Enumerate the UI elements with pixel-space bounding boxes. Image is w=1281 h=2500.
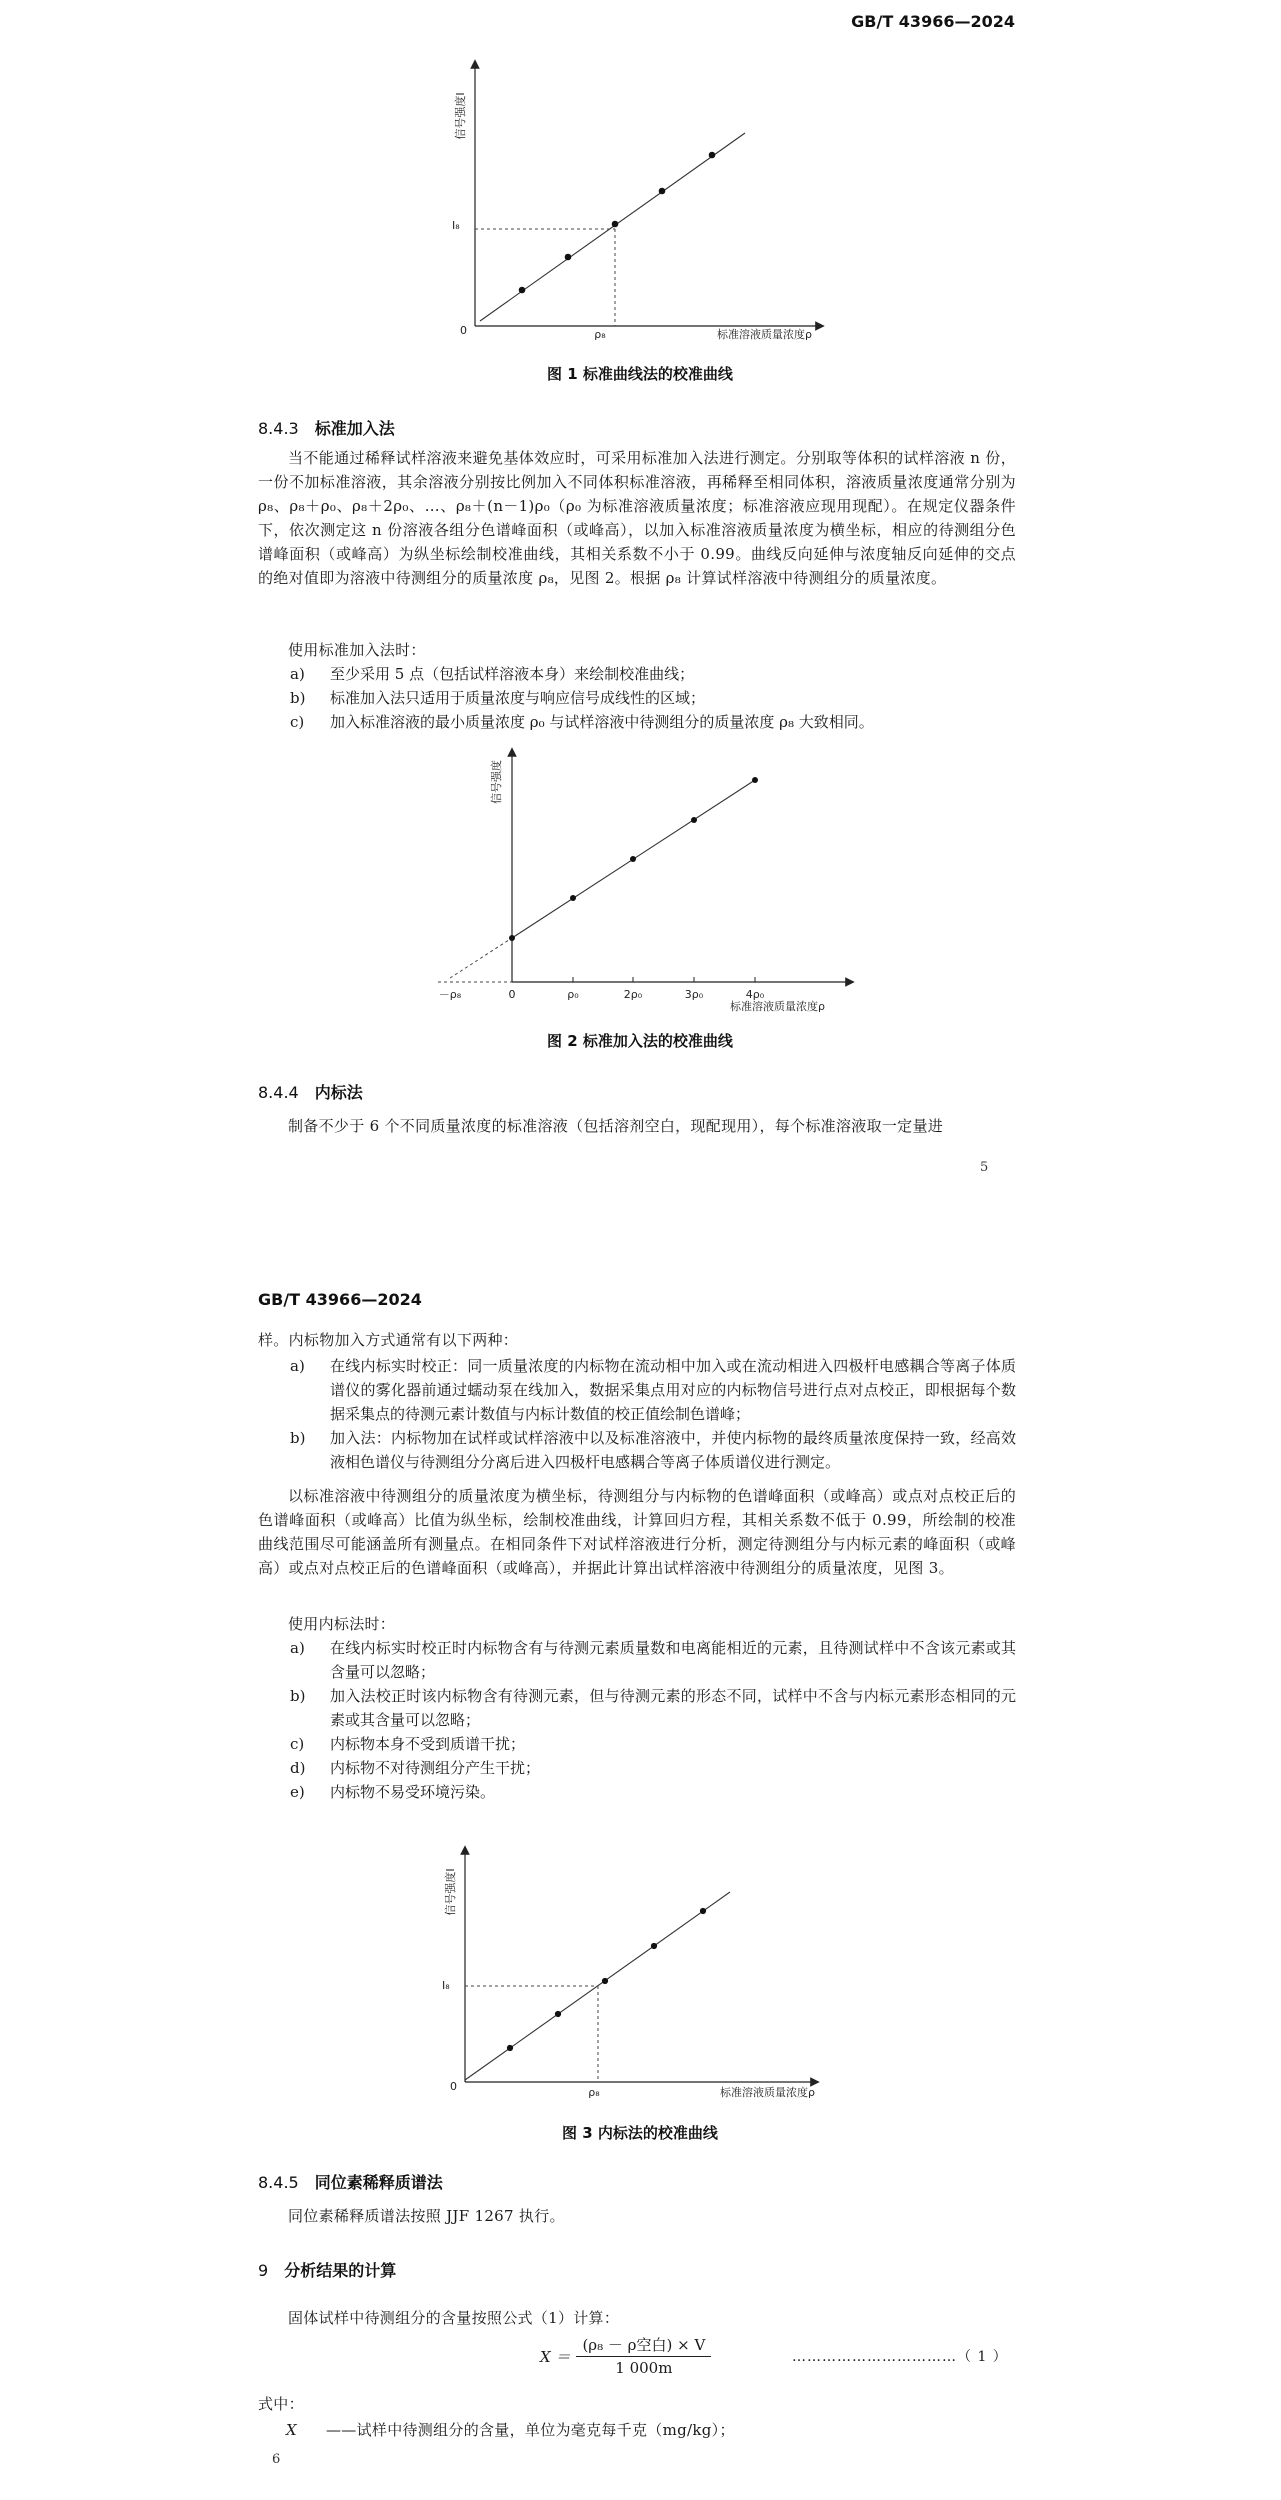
figure-1-caption: 图 1 标准曲线法的校准曲线 (547, 365, 733, 383)
paragraph-internal-standard: 以标准溶液中待测组分的质量浓度为横坐标，待测组分与内标物的色谱峰面积（或峰高）或点对点校正后的色谱峰面积（或峰高）比值为纵坐标，绘制校准曲线，计算回归方程，其相关系数不低于 0.99，所绘制的校准曲线范围尽可能涵盖所有测量点。在相同条件下对试样溶液进行分析，测定待测组分与内标元素的峰面积（或峰高）或点对点校正后的色谱峰面积（或峰高），并据此计算出试样溶液中待测组分的质量浓度，见图 3。 (258, 1487, 1016, 1577)
list-item: a) 在线内标实时校正：同一质量浓度的内标物在流动相中加入或在流动相进入四极杆电感耦合等离子体质谱仪的雾化器前通过蠕动泵在线加入，数据采集点用对应的内标物信号进行点对点校正，即根据每个数据采集点的待测元素计数值与内标计数值的校正值绘制色谱峰； (290, 1357, 1016, 1423)
variable-description: ——试样中待测组分的含量，单位为毫克每千克（mg/kg）； (326, 2421, 735, 2439)
data-point (651, 1943, 657, 1949)
list-item: a) 至少采用 5 点（包括试样溶液本身）来绘制校准曲线； (290, 665, 695, 683)
section-8-4-5-heading (258, 2170, 443, 2193)
x-axis-label: 标准溶液质量浓度ρ (717, 328, 812, 341)
list-item: b) 标准加入法只适用于质量浓度与响应信号成线性的区域； (290, 689, 706, 707)
section-number: 8.4.5 (258, 2173, 299, 2192)
x-axis-label: 标准溶液质量浓度ρ (720, 2086, 815, 2099)
continuation-text: 样。内标物加入方式通常有以下两种： (258, 1331, 519, 1349)
y-axis-label: 信号强度 (490, 760, 503, 804)
section-title: 标准加入法 (314, 419, 395, 438)
data-point (565, 254, 572, 261)
section-8-4-3-heading (258, 416, 395, 439)
variable-symbol: X (286, 2421, 297, 2439)
figure-3-chart (430, 1832, 830, 2112)
list-item: c) 加入标准溶液的最小质量浓度 ρ₀ 与试样溶液中待测组分的质量浓度 ρ₈ 大致相同。 (290, 713, 874, 731)
tick-label: ρ₀ (567, 988, 579, 1001)
page-header: GB/T 43966—2024 (258, 1290, 422, 1309)
data-point (700, 1908, 706, 1914)
tick-label: 3ρ₀ (684, 988, 704, 1001)
formula-denominator: 1 000m (615, 2359, 673, 2377)
page-number: 6 (272, 2452, 281, 2467)
i-label: I₈ (442, 1979, 450, 1992)
data-point (570, 895, 576, 901)
section-title: 分析结果的计算 (284, 2261, 397, 2280)
i-label: I₈ (452, 219, 460, 232)
data-point (691, 817, 697, 823)
origin-label: 0 (450, 2080, 457, 2093)
extrapolation (450, 938, 512, 978)
data-point (507, 2045, 513, 2051)
rho-label: ρ₈ (594, 328, 606, 341)
paragraph-8-4-3: 当不能通过稀释试样溶液来避免基体效应时，可采用标准加入法进行测定。分别取等体积的试样溶液 n 份，一份不加标准溶液，其余溶液分别按比例加入不同体积标准溶液，再稀释至相同体积，溶液质量浓度通常分别为 ρ₈、ρ₈＋ρ₀、ρ₈＋2ρ₀、…、ρ₈＋(n－1)ρ₀（ρ₀ 为标准溶液质量浓度；标准溶液应现用现配）。在规定仪器条件下，依次测定这 n 份溶液各组分色谱峰面积（或峰高），以加入标准溶液质量浓度为横坐标，相应的待测组分色谱峰面积（或峰高）为纵坐标绘制校准曲线，其相关系数不小于 0.99。曲线反向延伸与浓度轴反向延伸的交点的绝对值即为溶液中待测组分的质量浓度 ρ₈，见图 2。根据 ρ₈ 计算试样溶液中待测组分的质量浓度。 (258, 449, 1016, 587)
data-point (612, 221, 619, 228)
origin-label: 0 (508, 988, 516, 1001)
page-gap (0, 1218, 1281, 1250)
x-axis-label: 标准溶液质量浓度ρ (730, 1000, 825, 1013)
section-number: 8.4.4 (258, 1083, 299, 1102)
formula-numerator: (ρ₈ － ρ空白) × V (576, 2334, 711, 2357)
list-internal-requirements (290, 1636, 1016, 1804)
data-point (659, 188, 666, 195)
section-title: 内标法 (314, 1083, 363, 1102)
paragraph-9: 固体试样中待测组分的含量按照公式（1）计算： (288, 2309, 620, 2327)
figure-2-chart (420, 742, 870, 1022)
section-8-4-4-heading (258, 1080, 363, 1103)
figure-1-chart (440, 36, 840, 346)
formula-no: （ 1 ） (957, 2349, 1008, 2365)
rho-label: ρ₈ (588, 2086, 600, 2099)
page-number: 5 (980, 1160, 989, 1175)
tick-label: 2ρ₀ (623, 988, 643, 1001)
list-inner-standard-modes (290, 1354, 1016, 1474)
where-label: 式中： (258, 2395, 304, 2413)
list-item: d) 内标物不对待测组分产生干扰； (290, 1759, 541, 1777)
data-point (509, 935, 515, 941)
section-9-heading (258, 2258, 396, 2281)
data-point (602, 1978, 608, 1984)
data-point (630, 856, 636, 862)
data-point (519, 287, 526, 294)
page-header: GB/T 43966—2024 (851, 12, 1015, 31)
formula-fraction (576, 2334, 711, 2379)
y-axis-label: 信号强度I (444, 1868, 457, 1916)
list-item: b) 加入法：内标物加在试样或试样溶液中以及标准溶液中，并使内标物的最终质量浓度保持一致，经高效液相色谱仪与待测组分分离后进入四极杆电感耦合等离子体质谱仪进行测定。 (290, 1429, 1016, 1471)
formula-1 (540, 2334, 711, 2379)
variable-x-definition (286, 2418, 735, 2442)
list-8-4-3 (290, 662, 1016, 734)
neg-label: －ρ₈ (438, 988, 462, 1001)
formula-number (792, 2346, 1008, 2366)
paragraph-8-4-5: 同位素稀释质谱法按照 JJF 1267 执行。 (288, 2207, 565, 2225)
formula-dots: …………………………… (792, 2349, 957, 2365)
list-item: e) 内标物不易受环境污染。 (290, 1783, 496, 1801)
use-intro-internal: 使用内标法时： (288, 1615, 396, 1633)
section-title: 同位素稀释质谱法 (314, 2173, 443, 2192)
tick-label: 4ρ₀ (745, 988, 765, 1001)
figure-2-caption: 图 2 标准加入法的校准曲线 (547, 1032, 733, 1050)
y-axis-label: 信号强度I (454, 92, 467, 140)
data-point (752, 777, 758, 783)
use-intro-8-4-3: 使用标准加入法时： (288, 641, 426, 659)
section-number: 9 (258, 2261, 269, 2280)
paragraph-8-4-4: 制备不少于 6 个不同质量浓度的标准溶液（包括溶剂空白，现配现用），每个标准溶液取一定量进 (288, 1117, 944, 1135)
data-point (555, 2011, 561, 2017)
formula-lhs: X ＝ (540, 2348, 571, 2366)
section-number: 8.4.3 (258, 419, 299, 438)
figure-3-caption: 图 3 内标法的校准曲线 (562, 2124, 718, 2142)
origin-label: 0 (460, 324, 467, 337)
data-point (709, 152, 716, 159)
list-item: c) 内标物本身不受到质谱干扰； (290, 1735, 526, 1753)
list-item: a) 在线内标实时校正时内标物含有与待测元素质量数和电离能相近的元素，且待测试样中不含该元素或其含量可以忽略； (290, 1639, 1016, 1681)
list-item: b) 加入法校正时该内标物含有待测元素，但与待测元素的形态不同，试样中不含与内标元素形态相同的元素或其含量可以忽略； (290, 1687, 1016, 1729)
fit-line (480, 133, 745, 321)
